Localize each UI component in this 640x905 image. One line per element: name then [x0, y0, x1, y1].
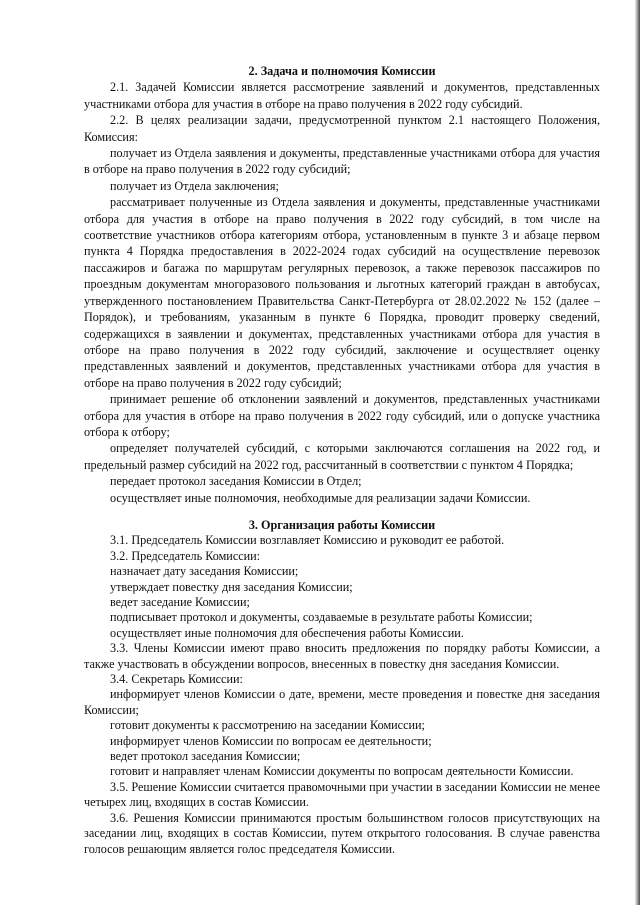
paragraph-3-4-item: готовит и направляет членам Комиссии документы по вопросам деятельности Комиссии. — [110, 764, 574, 779]
paragraph-2-2-item: получает из Отдела заключения; — [110, 178, 279, 193]
paragraph-3-2: 3.2. Председатель Комиссии: — [110, 548, 261, 563]
paragraph-3-4-item: информирует членов Комиссии о дате, времени, месте проведения и повестке дня заседания Комиссии; — [84, 687, 600, 717]
paragraph-3-2-item: утверждает повестку дня заседания Комиссии; — [110, 579, 353, 594]
paragraph-3-4-item: ведет протокол заседания Комиссии; — [110, 749, 301, 764]
scan-edge-shadow — [635, 0, 640, 905]
section-3-body — [84, 533, 600, 857]
paragraph-2-2-item: рассматривает полученные из Отдела заявления и документы, представленные участниками отбора для участия в отборе на право получения в 2022 году субсидий, в том числе на соответствие участников отбора категориям отбора, установленным в пункте 3 и абзаце первом пункта 4 Порядка предоставления в 2022-2024 годах субсидий на осуществление перевозок пассажиров и багажа по маршрутам регулярных перевозок, а также перевозок пассажиров по проездным документам многоразового пользования и льготных категорий граждан в автобусах, утвержденного постановлением Правительства Санкт-Петербурга от 28.02.2022 № 152 (далее – Порядок), и требованиям, указанным в пункте 6 Порядка, проводит проверку сведений, содержащихся в заявлении и документах, представленных участниками отбора для участия в отборе на право получения в 2022 году субсидий, заключение и осуществляет оценку представленных заявлений и документов, представленных участниками отбора для участия в отборе на право получения в 2022 году субсидий; — [84, 195, 600, 390]
paragraph-2-2-item: получает из Отдела заявления и документы, представленные участниками отбора для участия в отборе на право получения в 2022 году субсидий; — [84, 146, 600, 177]
document-page — [84, 63, 600, 857]
paragraph-3-1: 3.1. Председатель Комиссии возглавляет Комиссию и руководит ее работой. — [110, 533, 505, 548]
paragraph-3-3: 3.3. Члены Комиссии имеют право вносить предложения по порядку работы Комиссии, а также участвовать в обсуждении вопросов, внесенных в повестку дня заседания Комиссии. — [84, 641, 600, 671]
paragraph-3-5: 3.5. Решение Комиссии считается правомочными при участии в заседании Комиссии не менее четырех лиц, входящих в состав Комиссии. — [84, 779, 600, 810]
paragraph-2-1: 2.1. Задачей Комиссии является рассмотрение заявлений и документов, представленных участниками отбора для участия в отборе на право получения в 2022 году субсидий. — [84, 80, 600, 111]
section-2-body — [84, 79, 600, 506]
paragraph-3-2-item: подписывает протокол и документы, создаваемые в результате работы Комиссии; — [110, 610, 533, 625]
paragraph-2-2: 2.2. В целях реализации задачи, предусмотренной пунктом 2.1 настоящего Положения, Комиссия: — [84, 113, 600, 144]
paragraph-3-4-item: готовит документы к рассмотрению на заседании Комиссии; — [110, 718, 425, 733]
paragraph-3-2-item: назначает дату заседания Комиссии; — [110, 564, 299, 579]
paragraph-2-2-item: принимает решение об отклонении заявлений и документов, представленных участниками отбора для участия в отборе на право получения в 2022 году субсидий, или о допуске участника отбора к отбору; — [84, 392, 600, 439]
paragraph-2-2-item: передает протокол заседания Комиссии в Отдел; — [110, 474, 362, 489]
paragraph-2-2-item: определяет получателей субсидий, с которыми заключаются соглашения на 2022 год, и предельный размер субсидий на 2022 год, рассчитанный в соответствии с пунктом 4 Порядка; — [84, 441, 600, 472]
paragraph-3-6: 3.6. Решения Комиссии принимаются простым большинством голосов присутствующих на заседании лиц, входящих в состав Комиссии, путем открытого голосования. В случае равенства голосов решающим является голос председателя Комиссии. — [84, 810, 600, 856]
section-3-title: 3. Организация работы Комиссии — [248, 517, 436, 532]
paragraph-3-4: 3.4. Секретарь Комиссии: — [110, 672, 243, 687]
paragraph-3-4-item: информирует членов Комиссии по вопросам ее деятельности; — [110, 733, 432, 748]
paragraph-3-2-item: осуществляет иные полномочия для обеспечения работы Комиссии. — [110, 625, 464, 640]
section-2-title: 2. Задача и полномочия Комиссии — [248, 64, 436, 78]
paragraph-2-2-item: осуществляет иные полномочия, необходимые для реализации задачи Комиссии. — [110, 490, 531, 505]
paragraph-3-2-item: ведет заседание Комиссии; — [110, 595, 250, 609]
